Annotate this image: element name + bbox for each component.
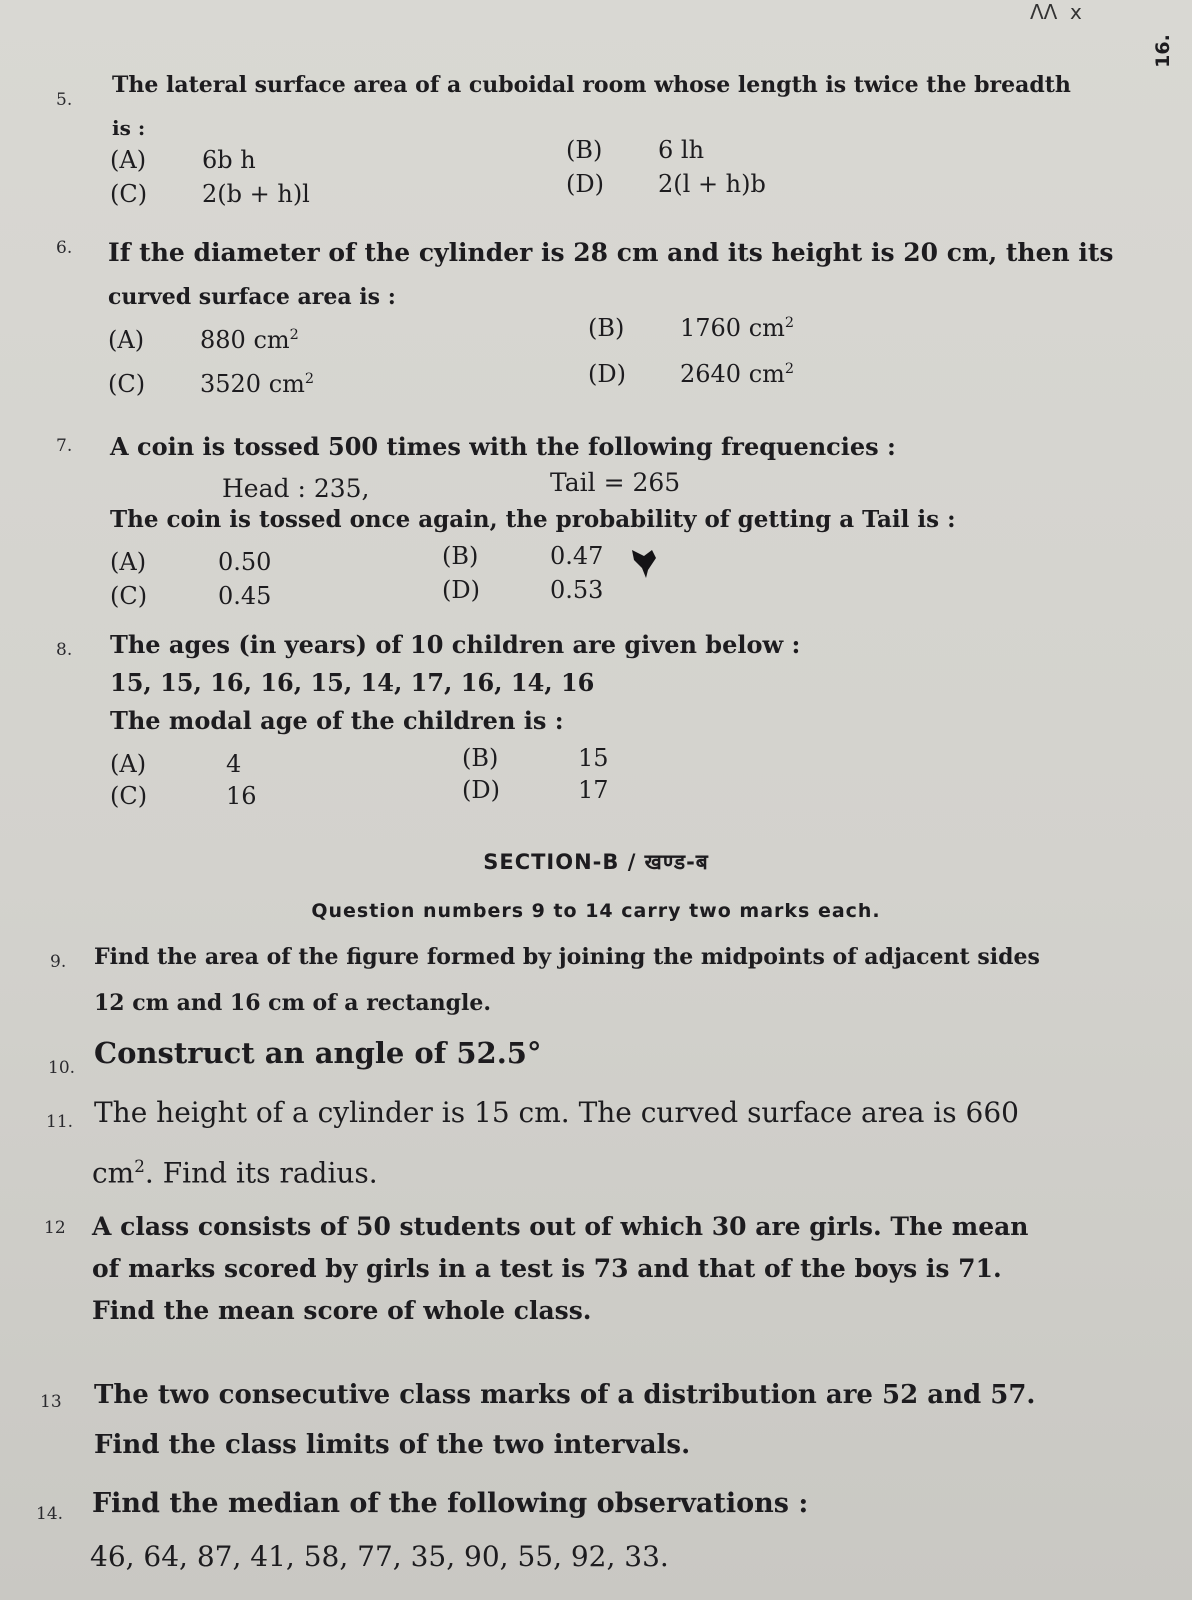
question-text: The height of a cylinder is 15 cm. The curved surface area is 660 <box>94 1096 1019 1129</box>
question-stem-cont: curved surface area is : <box>108 284 396 310</box>
option-value: 1760 <box>680 314 742 342</box>
option-exp: 2 <box>784 315 795 331</box>
option-label: (C) <box>110 782 148 810</box>
option-exp: 2 <box>784 361 795 377</box>
side-page-number: 16. <box>1151 34 1174 68</box>
option-text: 4 <box>226 750 242 778</box>
option-b <box>462 744 609 772</box>
unit-text: cm <box>92 1156 135 1190</box>
head-frequency: Head : 235, <box>222 474 370 503</box>
option-text: 6b h <box>202 146 256 174</box>
option-text: 0.47 <box>550 542 604 570</box>
question-stem-cont: The coin is tossed once again, the probability of getting a Tail is : <box>110 506 956 533</box>
question-number: 6. <box>56 238 73 258</box>
question-number: 9. <box>50 952 67 972</box>
corner-mark-b: x <box>1070 0 1082 24</box>
option-value: 880 <box>200 326 246 354</box>
question-text: The two consecutive class marks of a distribution are 52 and 57. <box>94 1380 1036 1410</box>
observations-data: 46, 64, 87, 41, 58, 77, 35, 90, 55, 92, 33. <box>90 1540 669 1573</box>
option-label: (A) <box>108 326 145 354</box>
option-text: 15 <box>578 744 609 772</box>
option-d <box>442 576 603 604</box>
question-stem-cont: is : <box>112 116 146 140</box>
option-text: 0.50 <box>218 548 272 576</box>
option-text: 2(b + h)l <box>202 180 310 208</box>
option-text: 6 lh <box>658 136 705 164</box>
option-unit: cm <box>748 314 785 342</box>
option-label: (C) <box>108 370 146 398</box>
question-stem: The ages (in years) of 10 children are given below : <box>110 630 801 659</box>
option-a <box>108 326 299 354</box>
question-stem: The lateral surface area of a cuboidal room whose length is twice the breadth <box>112 72 1071 98</box>
option-c <box>108 370 314 398</box>
option-a <box>110 146 256 174</box>
option-value: 3520 <box>200 370 262 398</box>
question-text: Find the area of the figure formed by joining the midpoints of adjacent sides <box>94 944 1040 970</box>
option-text: 17 <box>578 776 609 804</box>
option-label: (A) <box>110 548 147 576</box>
option-unit: cm <box>253 326 290 354</box>
question-text-rest: . Find its radius. <box>144 1156 378 1190</box>
option-a <box>110 750 241 778</box>
option-unit: cm <box>268 370 305 398</box>
question-number: 8. <box>56 640 73 660</box>
option-d <box>588 360 794 388</box>
question-number: 11. <box>46 1112 74 1132</box>
option-c <box>110 582 271 610</box>
question-number: 10. <box>48 1058 76 1078</box>
question-number: 12 <box>44 1218 66 1238</box>
question-number: 5. <box>56 90 73 110</box>
question-stem-cont: The modal age of the children is : <box>110 706 564 735</box>
question-text-cont: 12 cm and 16 cm of a rectangle. <box>94 990 492 1016</box>
ages-data: 15, 15, 16, 16, 15, 14, 17, 16, 14, 16 <box>110 668 595 697</box>
option-label: (B) <box>588 314 625 342</box>
option-label: (D) <box>442 576 480 604</box>
option-label: (D) <box>566 170 604 198</box>
question-number: 13 <box>40 1392 62 1412</box>
option-label: (B) <box>462 744 499 772</box>
question-text-cont: of marks scored by girls in a test is 73 and that of the boys is 71. <box>92 1254 1002 1283</box>
option-text: 16 <box>226 782 257 810</box>
option-label: (D) <box>462 776 500 804</box>
option-label: (C) <box>110 582 148 610</box>
option-text: 0.45 <box>218 582 272 610</box>
option-d <box>566 170 766 198</box>
option-b <box>566 136 704 164</box>
section-title: SECTION-B / खण्ड-ब <box>483 850 709 874</box>
question-text: Construct an angle of 52.5° <box>94 1036 542 1070</box>
option-unit: cm <box>748 360 785 388</box>
option-label: (C) <box>110 180 148 208</box>
option-value: 2640 <box>680 360 742 388</box>
option-label: (A) <box>110 750 147 778</box>
option-exp: 2 <box>289 327 299 343</box>
question-stem: A coin is tossed 500 times with the following frequencies : <box>110 432 896 461</box>
ink-blot-mark <box>630 548 660 582</box>
question-number: 7. <box>56 436 73 456</box>
question-text-cont <box>92 1156 378 1189</box>
option-label: (B) <box>566 136 603 164</box>
section-instructions: Question numbers 9 to 14 carry two marks each. <box>311 900 881 922</box>
question-text-cont: Find the class limits of the two intervals. <box>94 1430 691 1460</box>
unit-exponent: 2 <box>134 1156 145 1176</box>
option-text: 0.53 <box>550 576 604 604</box>
question-text: Find the median of the following observations : <box>92 1488 809 1519</box>
option-text: 2(l + h)b <box>658 170 766 198</box>
option-c <box>110 782 257 810</box>
option-label: (A) <box>110 146 147 174</box>
question-text: A class consists of 50 students out of which 30 are girls. The mean <box>92 1212 1029 1241</box>
option-c <box>110 180 310 208</box>
option-label: (B) <box>442 542 479 570</box>
option-a <box>110 548 271 576</box>
question-stem: If the diameter of the cylinder is 28 cm and its height is 20 cm, then its <box>108 238 1114 267</box>
corner-mark-a: ɅɅ <box>1030 0 1058 24</box>
option-b <box>442 542 603 570</box>
option-b <box>588 314 794 342</box>
tail-frequency: Tail = 265 <box>550 468 681 497</box>
question-number: 14. <box>36 1504 64 1524</box>
option-exp: 2 <box>304 371 315 387</box>
option-d <box>462 776 609 804</box>
option-label: (D) <box>588 360 626 388</box>
question-text-cont: Find the mean score of whole class. <box>92 1296 592 1325</box>
